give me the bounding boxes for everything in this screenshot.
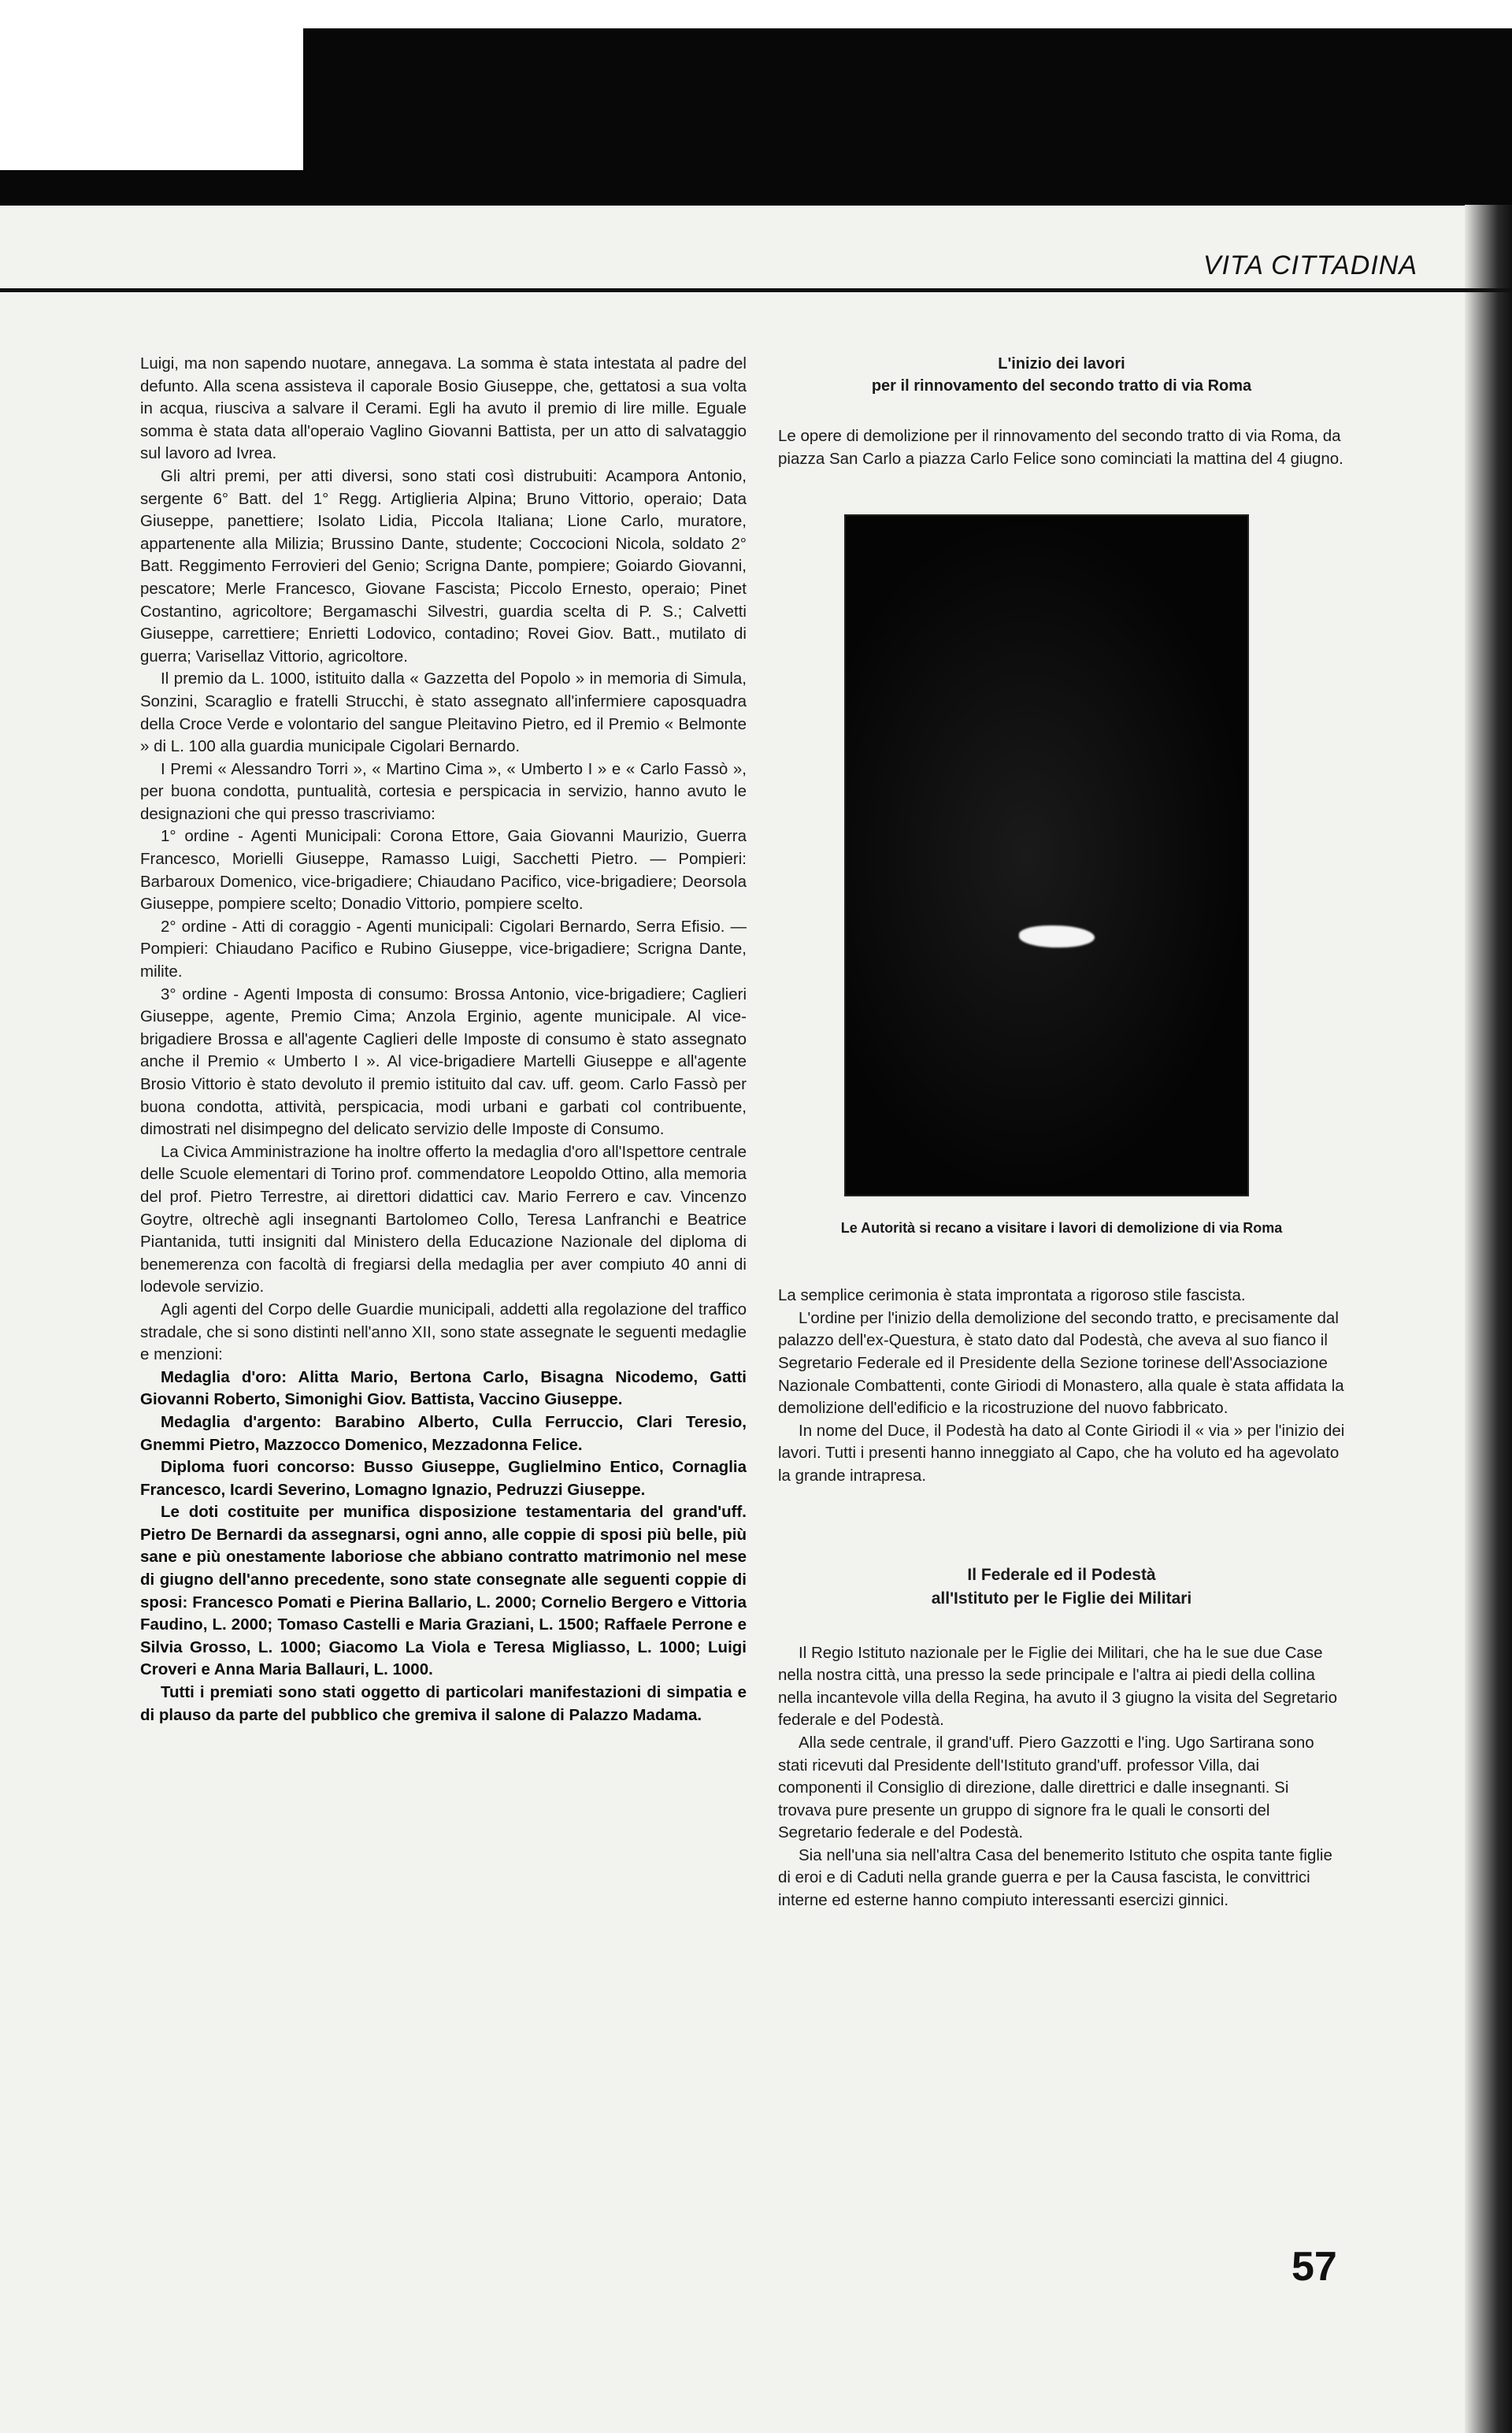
paragraph: 3° ordine - Agenti Imposta di consumo: Brossa Antonio, vice-brigadiere; Caglieri Giuseppe, agente, Premio Cima; Anzola Erginio, agente municipale. Al vice-brigadiere Brossa e all'agente Caglieri delle Imposte di consumo è stato assegnato anche il Premio « Umberto I ». Al vice-brigadiere Martelli Giuseppe e all'agente Brosio Vittorio è stato devoluto il premio istituito dal cav. uff. geom. Carlo Fassò per buona condotta, attività, perspicacia, modi urbani e garbati col contribuente, dimostrati nel disimpegno del delicato servizio delle Imposte di Consumo. [140, 985, 747, 1139]
scan-notch [0, 28, 303, 170]
article-subtitle: per il rinnovamento del secondo tratto di via Roma [871, 377, 1252, 395]
article-title: L'inizio dei lavori [998, 355, 1125, 373]
paragraph: In nome del Duce, il Podestà ha dato al Conte Giriodi il « via » per l'inizio dei lavori. Tutti i presenti hanno inneggiato al Capo, che ha voluto ed ha agevolato la grande intrapresa. [778, 1421, 1345, 1485]
left-column [140, 353, 747, 1726]
paragraph: Luigi, ma non sapendo nuotare, annegava. La somma è stata intestata al padre del defunto. Alla scena assisteva il caporale Bosio Giuseppe, che, gettatosi a sua volta in acqua, riusciva a salvare il Cerami. Egli ha avuto il premio di lire mille. Eguale somma è stata data all'operaio Vaglino Giovanni Battista, per un atto di salvataggio sul lavoro ad Ivrea. [140, 354, 747, 463]
paragraph: L'ordine per l'inizio della demolizione del secondo tratto, e precisamente dal palazzo dell'ex-Questura, è stato dato dal Podestà, che aveva al suo fianco il Segretario Federale ed il Presidente della Sezione torinese dell'Associazione Nazionale Combattenti, conte Giriodi di Monastero, alla quale è stata affidata la demolizione dell'edificio e la ricostruzione del nuovo fabbricato. [778, 1308, 1344, 1418]
page-edge-shadow [1465, 205, 1512, 2433]
top-margin [0, 0, 1512, 28]
photograph [844, 514, 1249, 1196]
photo-caption: Le Autorità si recano a visitare i lavori di demolizione di via Roma [840, 1220, 1283, 1237]
paragraph: I Premi « Alessandro Torri », « Martino Cima », « Umberto I » e « Carlo Fassò », per buona condotta, puntualità, cortesia e perspicacia in servizio, hanno avuto le designazioni che qui presso trascriviamo: [140, 759, 747, 823]
paragraph: La Civica Amministrazione ha inoltre offerto la medaglia d'oro all'Ispettore centrale delle Scuole elementari di Torino prof. commendatore Leopoldo Ottino, alla memoria del prof. Pietro Terrestre, ai direttori didattici cav. Mario Ferrero e cav. Vincenzo Goytre, oltrechè agli insegnanti Bartolomeo Collo, Teresa Lanfranchi e Beatrice Piantanida, tutti insigniti dal Ministero della Educazione Nazionale del diploma di benemerenza con facoltà di fregiarsi della medaglia per aver compiuto 40 anni di lodevole servizio. [140, 1142, 747, 1296]
paragraph: La semplice cerimonia è stata improntata a rigoroso stile fascista. [778, 1286, 1246, 1305]
article-subtitle: all'Istituto per le Figlie dei Militari [931, 1589, 1192, 1608]
paragraph: Diploma fuori concorso: Busso Giuseppe, Guglielmino Entico, Cornaglia Francesco, Icardi Severino, Lomagno Ignazio, Pedruzzi Giuseppe. [140, 1458, 747, 1499]
article-title: Il Federale ed il Podestà [967, 1565, 1156, 1584]
paragraph: 2° ordine - Atti di coraggio - Agenti municipali: Cigolari Bernardo, Serra Efisio. — Pompieri: Chiaudano Pacifico e Rubino Giuseppe, vice-brigadiere; Scrigna Dante, milite. [140, 917, 747, 981]
paragraph: Agli agenti del Corpo delle Guardie municipali, addetti alla regolazione del traffico stradale, che si sono distinti nell'anno XII, sono state assegnate le seguenti medaglie e menzioni: [140, 1300, 747, 1364]
paragraph: Le doti costituite per munifica disposizione testamentaria del grand'uff. Pietro De Bernardi da assegnarsi, ogni anno, alle coppie di sposi più belle, più sane e più onestamente laboriose che abbiano contratto matrimonio nel mese di giugno dell'anno precedente, sono state consegnate alle seguenti coppie di sposi: Francesco Pomati e Pierina Ballario, L. 2000; Cornelio Bergero e Vittoria Faudino, L. 2000; Tomaso Castelli e Maria Graziani, L. 1500; Raffaele Perrone e Silvia Grosso, L. 1000; Giacomo La Viola e Teresa Migliasso, L. 1000; Luigi Croveri e Anna Maria Ballauri, L. 1000. [140, 1503, 747, 1679]
paragraph: Medaglia d'oro: Alitta Mario, Bertona Carlo, Bisagna Nicodemo, Gatti Giovanni Roberto, Simonighi Giov. Battista, Vaccino Giuseppe. [140, 1367, 747, 1409]
right-column [778, 353, 1345, 1912]
paragraph: Il Regio Istituto nazionale per le Figlie dei Militari, che ha le sue due Case nella nostra città, una presso la sede principale e l'altra ai piedi della collina nella incantevole villa della Regina, ha avuto il 3 giugno la visita del Segretario federale e del Podestà. [778, 1643, 1337, 1730]
page-number: 57 [1292, 2244, 1337, 2290]
photo-highlight [1019, 925, 1095, 948]
paragraph: Gli altri premi, per atti diversi, sono stati così distrubuiti: Acampora Antonio, sergente 6° Batt. del 1° Regg. Artiglieria Alpina; Bruno Vittorio, operaio; Data Giuseppe, panettiere; Isolato Lidia, Piccola Italiana; Lione Carlo, muratore, appartenente alla Milizia; Brussino Dante, studente; Coccocioni Nicola, soldato 2° Batt. Reggimento Ferrovieri del Genio; Scrigna Dante, pompiere; Goiardo Giovanni, pescatore; Merle Francesco, Giovane Fascista; Piccolo Ernesto, operaio; Pinet Costantino, agricoltore; Bergamaschi Silvestri, guardia scelta di P. S.; Calvetti Giuseppe, carrettiere; Enrietti Lodovico, contadino; Rovei Giov. Batt., mutilato di guerra; Varisellaz Vittorio, agricoltore. [140, 466, 747, 666]
paragraph: 1° ordine - Agenti Municipali: Corona Ettore, Gaia Giovanni Maurizio, Guerra Francesco, Morielli Giuseppe, Ramasso Luigi, Sacchetti Pietro. — Pompieri: Barbaroux Domenico, vice-brigadiere; Chiaudano Pacifico, vice-brigadiere; Deorsola Giuseppe, pompiere scelto; Donadio Vittorio, pompiere scelto. [140, 827, 747, 914]
section-header: VITA CITTADINA [1203, 250, 1418, 280]
paragraph: Medaglia d'argento: Barabino Alberto, Culla Ferruccio, Clari Teresio, Gnemmi Pietro, Mazzocco Domenico, Mezzadonna Felice. [140, 1412, 747, 1454]
header-rule [0, 288, 1512, 292]
paragraph: Sia nell'una sia nell'altra Casa del benemerito Istituto che ospita tante figlie di eroi e di Caduti nella grande guerra e per la Causa fascista, le convittrici interne ed esterne hanno compiuto interessanti esercizi ginnici. [778, 1845, 1332, 1910]
paragraph: Alla sede centrale, il grand'uff. Piero Gazzotti e l'ing. Ugo Sartirana sono stati ricevuti dal Presidente dell'Istituto grand'uff. professor Villa, dai componenti il Consiglio di direzione, dalle direttrici e dalle insegnanti. Si trovava pure presente un gruppo di signore fra le quali le consorti del Segretario federale e del Podestà. [778, 1733, 1314, 1842]
paragraph: Il premio da L. 1000, istituito dalla « Gazzetta del Popolo » in memoria di Simula, Sonzini, Scaraglio e fratelli Strucchi, è stato assegnato all'infermiere caposquadra della Croce Verde e volontario del sangue Pleitavino Pietro, ed il Premio « Belmonte » di L. 100 alla guardia municipale Cigolari Bernardo. [140, 669, 747, 756]
paragraph: Tutti i premiati sono stati oggetto di particolari manifestazioni di simpatia e di plauso da parte del pubblico che gremiva il salone di Palazzo Madama. [140, 1683, 747, 1724]
article-intro: Le opere di demolizione per il rinnovamento del secondo tratto di via Roma, da piazza San Carlo a piazza Carlo Felice sono cominciati la mattina del 4 giugno. [778, 427, 1343, 468]
